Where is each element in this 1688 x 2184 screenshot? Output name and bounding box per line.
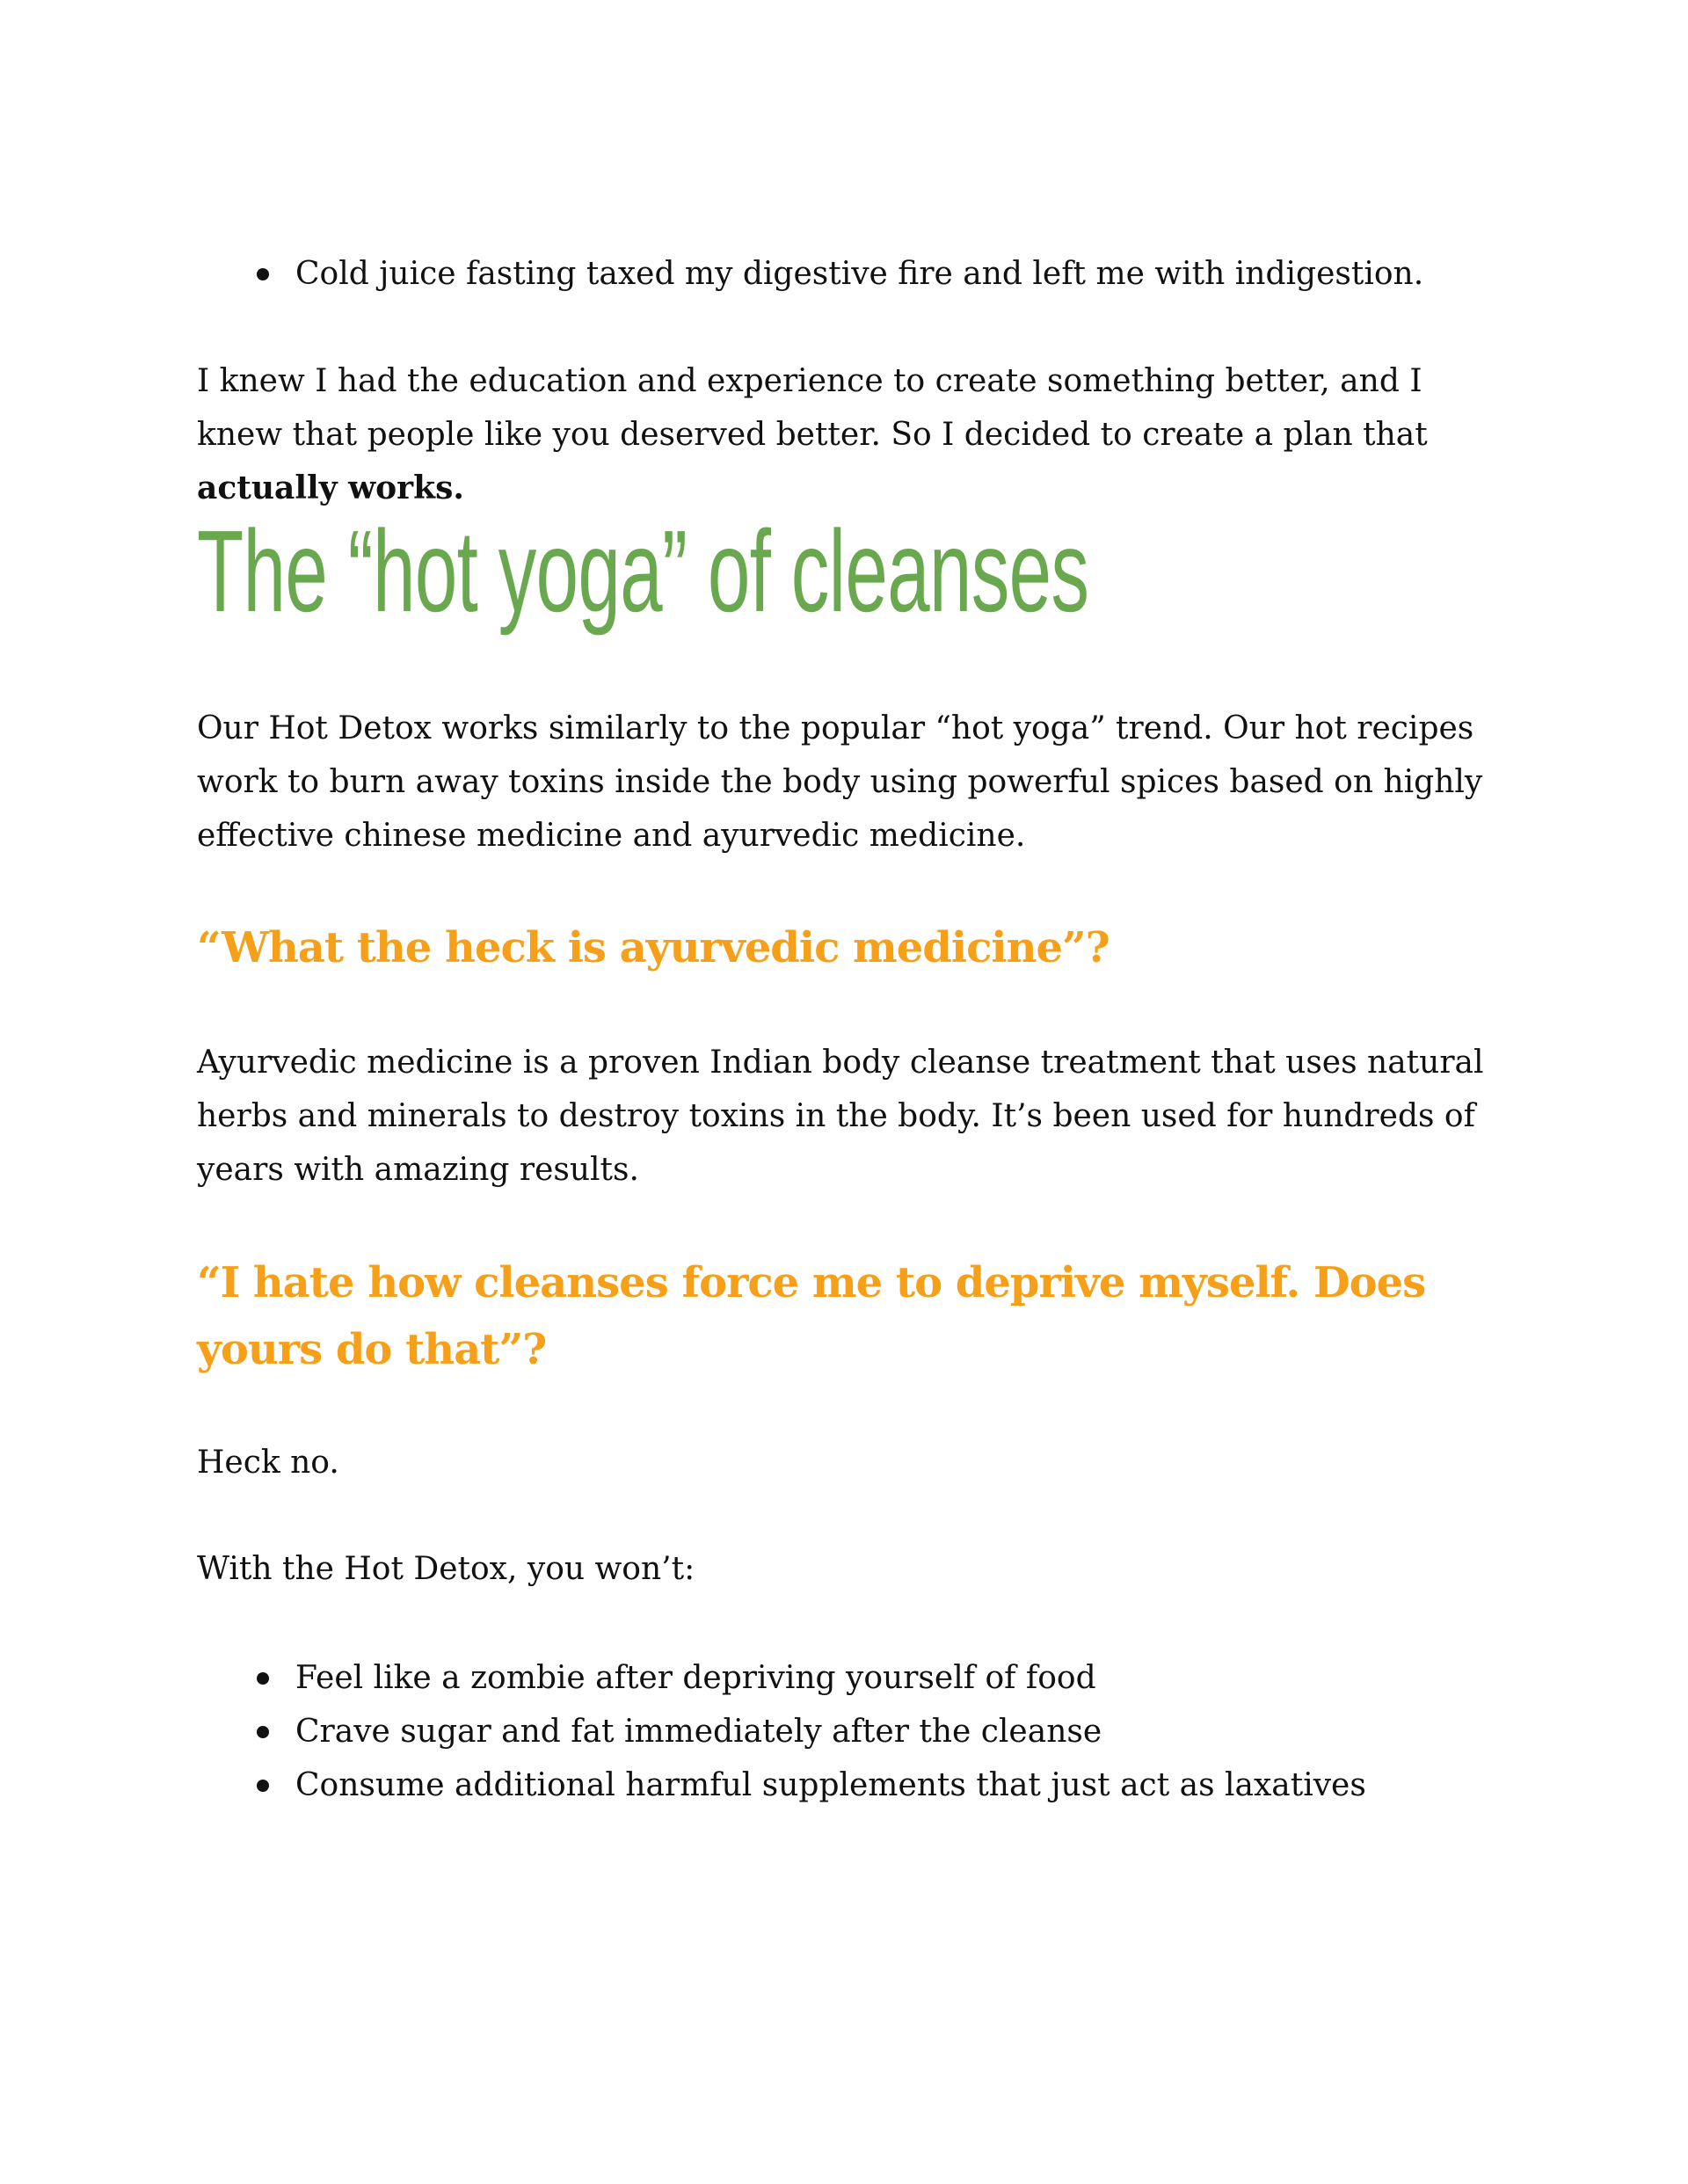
list-item-text: Cold juice fasting taxed my digestive fire and left me with indigestion. — [295, 256, 1424, 292]
question-heading-deprive: “I hate how cleanses force me to deprive myself. Does yours do that”? — [197, 1258, 1426, 1374]
answer-text: Heck no. — [197, 1445, 339, 1481]
intro-paragraph — [197, 354, 1498, 515]
list-item-text: Consume additional harmful supplements that just act as laxatives — [295, 1767, 1366, 1803]
question-heading-ayurvedic: “What the heck is ayurvedic medicine”? — [197, 923, 1110, 972]
bullet-icon — [257, 1780, 269, 1792]
intro-bold: actually works. — [197, 470, 464, 506]
cold-juice-list — [257, 247, 1423, 301]
wont-list — [257, 1651, 1366, 1812]
list-item — [257, 1651, 1366, 1705]
bullet-icon — [257, 268, 269, 280]
list-item — [257, 1705, 1366, 1758]
bullet-icon — [257, 1672, 269, 1685]
section-title: The “hot yoga” of cleanses — [197, 506, 1089, 636]
intro-text: I knew I had the education and experience to create something better, and I knew that people like you deserved better. So I decided to create a plan that — [197, 363, 1428, 453]
ayurvedic-paragraph: Ayurvedic medicine is a proven Indian body cleanse treatment that uses natural herbs and minerals to destroy toxins in the body. It’s been used for hundreds of years with amazing results. — [197, 1045, 1484, 1188]
list-item-text: Crave sugar and fat immediately after the cleanse — [295, 1714, 1102, 1750]
lead-text: With the Hot Detox, you won’t: — [197, 1551, 695, 1587]
hot-detox-paragraph: Our Hot Detox works similarly to the popular “hot yoga” trend. Our hot recipes work to burn away toxins inside the body using powerful spices based on highly effective chinese medicine and ayurvedic medicine. — [197, 710, 1483, 854]
list-item — [257, 1758, 1366, 1812]
bullet-icon — [257, 1726, 269, 1738]
list-item — [257, 247, 1423, 301]
list-item-text: Feel like a zombie after depriving yourself of food — [295, 1660, 1096, 1696]
